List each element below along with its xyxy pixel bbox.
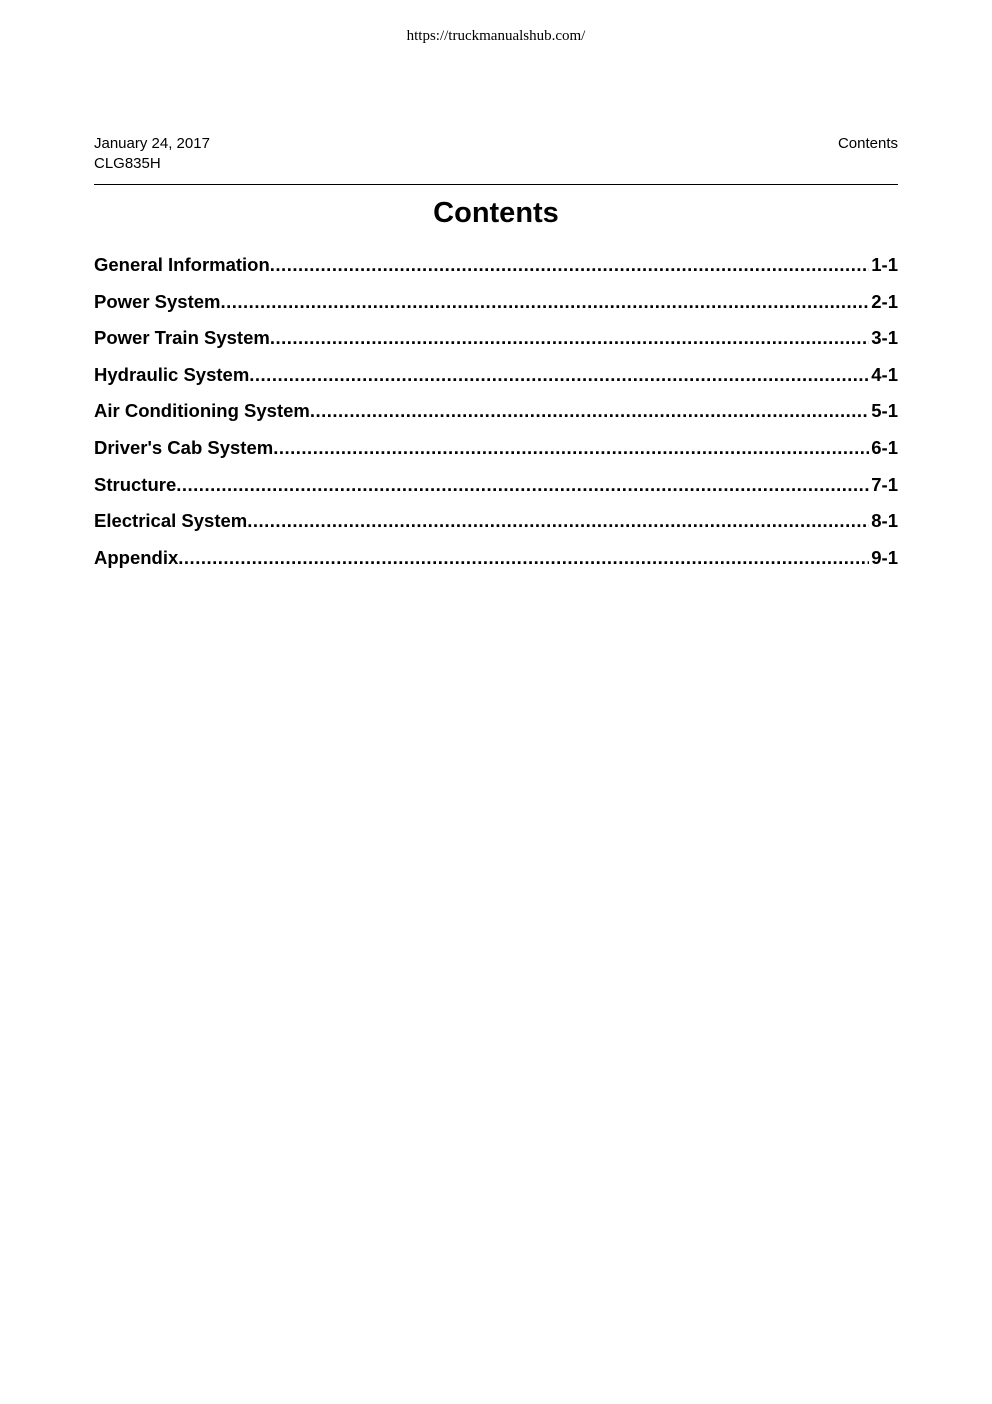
header-left xyxy=(94,134,210,174)
toc-entry-page[interactable]: 4-1 xyxy=(871,363,898,385)
toc-entry[interactable] xyxy=(94,397,898,434)
toc-entry[interactable] xyxy=(94,507,898,544)
toc-entry-page[interactable]: 5-1 xyxy=(871,400,898,422)
toc-entry-title[interactable]: Appendix xyxy=(94,546,179,568)
toc-entry-page[interactable]: 2-1 xyxy=(871,290,898,312)
header-date: January 24, 2017 xyxy=(94,135,210,152)
toc-dot-leader xyxy=(273,434,869,462)
toc-entry-page[interactable]: 7-1 xyxy=(871,473,898,495)
toc-entry-title[interactable]: Power System xyxy=(94,290,221,312)
toc-dot-leader xyxy=(178,544,869,572)
toc-entry-title[interactable]: Structure xyxy=(94,473,177,495)
toc-entry-page[interactable]: 6-1 xyxy=(871,436,898,458)
toc-entry[interactable] xyxy=(94,324,898,361)
toc-entry-page[interactable]: 3-1 xyxy=(871,327,898,349)
toc-entry-title[interactable]: Driver's Cab System xyxy=(94,436,274,458)
toc-entry[interactable] xyxy=(94,544,898,581)
toc-dot-leader xyxy=(247,507,869,535)
toc-entry-page[interactable]: 9-1 xyxy=(871,546,898,568)
toc-entry[interactable] xyxy=(94,434,898,471)
toc-entry[interactable] xyxy=(94,361,898,398)
header-model: CLG835H xyxy=(94,155,161,172)
toc-entry[interactable] xyxy=(94,251,898,288)
toc-entry-page[interactable]: 1-1 xyxy=(871,254,898,275)
toc-dot-leader xyxy=(310,397,869,425)
toc-dot-leader xyxy=(270,251,869,279)
toc-dot-leader xyxy=(176,471,869,499)
table-of-contents xyxy=(94,251,898,580)
toc-entry-title[interactable]: Electrical System xyxy=(94,510,248,532)
header-divider xyxy=(94,184,898,185)
header-section: Contents xyxy=(837,135,898,152)
toc-entry[interactable] xyxy=(94,471,898,508)
toc-entry-title[interactable]: Air Conditioning System xyxy=(94,400,310,422)
toc-dot-leader xyxy=(270,324,869,352)
page-title: Contents xyxy=(433,197,559,229)
source-url: https://truckmanualshub.com/ xyxy=(406,28,586,44)
toc-entry-page[interactable]: 8-1 xyxy=(871,510,898,532)
toc-dot-leader xyxy=(249,361,869,389)
toc-entry-title[interactable]: Power Train System xyxy=(94,327,270,349)
toc-entry-title[interactable]: Hydraulic System xyxy=(94,363,250,385)
toc-entry[interactable] xyxy=(94,288,898,325)
toc-dot-leader xyxy=(220,288,869,316)
toc-entry-title[interactable]: General Information xyxy=(94,254,270,275)
